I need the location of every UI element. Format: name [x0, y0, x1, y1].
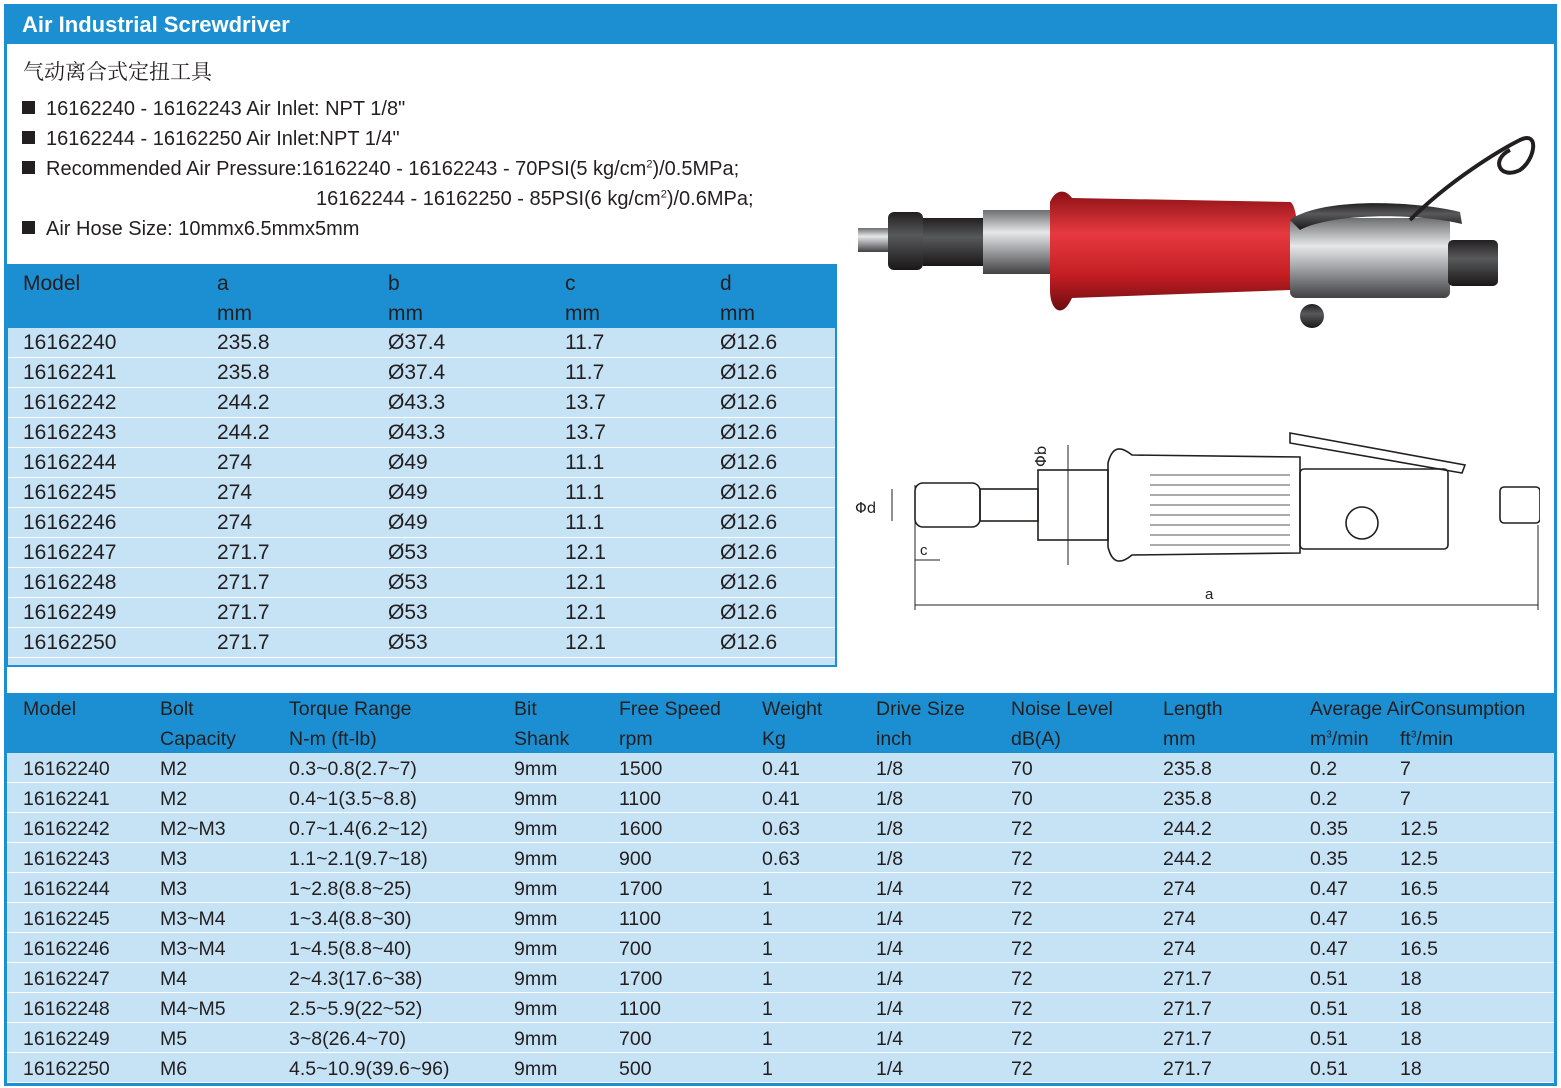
spec-air-inlet-2: 16162244 - 16162250 Air Inlet:NPT 1/4"	[22, 128, 400, 151]
table-cell: 271.7	[1163, 998, 1212, 1020]
table-cell: 0.47	[1310, 908, 1348, 930]
table-cell: 244.2	[217, 421, 270, 444]
table-cell: 72	[1011, 818, 1033, 840]
spec-header-torque-2: N-m (ft-lb)	[289, 728, 377, 750]
table-row	[7, 783, 1554, 813]
table-cell: 235.8	[217, 361, 270, 384]
bullet-icon	[22, 221, 35, 234]
table-row	[7, 993, 1554, 1023]
table-cell: 9mm	[514, 1028, 558, 1050]
table-cell: 1/8	[876, 848, 904, 870]
table-cell: 16162247	[23, 968, 110, 990]
table-cell: 271.7	[1163, 1028, 1212, 1050]
spec-header-length-2: mm	[1163, 728, 1196, 750]
table-cell: 11.1	[565, 511, 605, 534]
table-cell: M4~M5	[160, 998, 226, 1020]
table-cell: 16162244	[23, 451, 117, 474]
table-cell: 271.7	[217, 571, 270, 594]
table-cell: 9mm	[514, 998, 558, 1020]
table-cell: 1/4	[876, 1028, 904, 1050]
table-cell: 9mm	[514, 908, 558, 930]
table-cell: M5	[160, 1028, 188, 1050]
bullet-icon	[22, 101, 35, 114]
front-housing	[983, 210, 1053, 274]
table-cell: 0.2	[1310, 788, 1338, 810]
table-cell: Ø49	[388, 511, 428, 534]
diagram-label-a: a	[1205, 586, 1214, 603]
spec-header-drive: Drive Size	[876, 698, 965, 720]
table-row	[8, 448, 835, 478]
table-cell: 11.7	[565, 331, 605, 354]
table-cell: 274	[217, 481, 253, 504]
table-cell: Ø53	[388, 631, 428, 654]
table-cell: 11.1	[565, 451, 605, 474]
spec-header-consumption-m3: $m^3/\min$	[1310, 728, 1369, 750]
table-cell: 1/4	[876, 968, 904, 990]
dimension-diagram	[850, 425, 1540, 615]
table-cell: 700	[619, 938, 652, 960]
diagram-front-housing	[1038, 470, 1108, 540]
clutch-housing	[923, 218, 983, 266]
table-cell: 72	[1011, 938, 1033, 960]
diagram-label-d: Φd	[855, 499, 877, 517]
table-cell: Ø12.6	[720, 481, 778, 504]
table-cell: 12.1	[565, 601, 606, 624]
table-cell: 3~8(26.4~70)	[289, 1028, 407, 1050]
table-cell: 11.1	[565, 481, 605, 504]
table-cell: 72	[1011, 998, 1033, 1020]
spec-header-speed: Free Speed	[619, 698, 721, 720]
table-cell: 13.7	[565, 391, 606, 414]
table-cell: 0.63	[762, 818, 800, 840]
table-cell: 16162241	[23, 361, 117, 384]
table-cell: 16162248	[23, 998, 110, 1020]
table-cell: 16162241	[23, 788, 110, 810]
table-cell: 1/8	[876, 788, 904, 810]
table-cell: 0.51	[1310, 998, 1348, 1020]
table-cell: 0.47	[1310, 878, 1348, 900]
table-row	[8, 478, 835, 508]
spec-header-torque: Torque Range	[289, 698, 412, 720]
table-cell: 72	[1011, 1028, 1033, 1050]
spec-header-drive-2: inch	[876, 728, 912, 750]
table-cell: 70	[1011, 758, 1033, 780]
rear-housing	[1290, 218, 1450, 298]
dimension-table-header	[4, 264, 837, 328]
table-cell: 12.5	[1400, 818, 1438, 840]
table-cell: 11.7	[565, 361, 605, 384]
table-cell: 16162249	[23, 601, 117, 624]
table-cell: 16162245	[23, 481, 117, 504]
spec-header-consumption-ft3: $ft^3/\min$	[1400, 728, 1454, 750]
table-cell: 0.7~1.4(6.2~12)	[289, 818, 428, 840]
table-cell: Ø53	[388, 541, 428, 564]
red-grip	[1050, 192, 1298, 311]
table-cell: 0.4~1(3.5~8.8)	[289, 788, 417, 810]
dimension-table-body	[8, 328, 835, 665]
spec-air-pressure: Recommended Air Pressure:16162240 - 16162243 - 70PSI(5 $kg/cm^2)/0.5MPa$;	[22, 158, 739, 181]
table-cell: 16162240	[23, 758, 110, 780]
table-cell: 16162243	[23, 848, 110, 870]
spec-header-bolt: Bolt	[160, 698, 194, 720]
table-cell: Ø12.6	[720, 631, 778, 654]
spec-air-pressure-cont: 16162244 - 16162250 - 85PSI(6 $kg/cm^2)/0.6MPa$;	[316, 188, 754, 210]
table-cell: 9mm	[514, 938, 558, 960]
bullet-icon	[22, 131, 35, 144]
table-cell: M6	[160, 1058, 188, 1080]
table-cell: 0.41	[762, 788, 800, 810]
table-row	[7, 933, 1554, 963]
table-cell: 244.2	[1163, 848, 1212, 870]
table-row	[8, 598, 835, 628]
table-cell: 16162247	[23, 541, 117, 564]
table-cell: 1/4	[876, 938, 904, 960]
table-cell: M3	[160, 878, 188, 900]
table-cell: 1	[762, 938, 773, 960]
table-cell: 9mm	[514, 968, 558, 990]
table-cell: 9mm	[514, 848, 558, 870]
table-cell: 72	[1011, 878, 1033, 900]
table-cell: 7	[1400, 758, 1411, 780]
table-cell: 16162244	[23, 878, 110, 900]
table-cell: Ø53	[388, 601, 428, 624]
spec-hose-size: Air Hose Size: 10mmx6.5mmx5mm	[22, 218, 359, 241]
table-row	[8, 508, 835, 538]
table-cell: Ø12.6	[720, 511, 778, 534]
diagram-label-c: c	[920, 542, 928, 559]
table-cell: 274	[1163, 878, 1196, 900]
spec-header-consumption: Average AirConsumption	[1310, 698, 1526, 720]
spec-header-model: Model	[23, 698, 77, 720]
table-cell: 72	[1011, 848, 1033, 870]
table-cell: 16162246	[23, 938, 110, 960]
table-cell: 16162245	[23, 908, 110, 930]
table-cell: 2.5~5.9(22~52)	[289, 998, 423, 1020]
table-cell: 12.5	[1400, 848, 1438, 870]
table-row	[8, 628, 835, 658]
bullet-icon	[22, 161, 35, 174]
table-cell: Ø12.6	[720, 421, 778, 444]
spec-header-bit-2: Shank	[514, 728, 570, 750]
spec-header-noise: Noise Level	[1011, 698, 1113, 720]
spec-table-header	[4, 693, 1557, 753]
table-cell: 0.3~0.8(2.7~7)	[289, 758, 417, 780]
table-cell: 271.7	[217, 601, 270, 624]
table-row	[7, 1053, 1554, 1083]
page-title: Air Industrial Screwdriver	[4, 4, 1557, 44]
table-cell: 72	[1011, 968, 1033, 990]
table-cell: M3	[160, 848, 188, 870]
table-cell: 1700	[619, 968, 663, 990]
table-cell: 12.1	[565, 571, 606, 594]
table-cell: 0.51	[1310, 968, 1348, 990]
table-cell: 70	[1011, 788, 1033, 810]
table-cell: 1/4	[876, 878, 904, 900]
table-cell: 16162250	[23, 631, 117, 654]
table-cell: Ø49	[388, 451, 428, 474]
diagram-label-b: Φb	[1032, 445, 1050, 467]
table-cell: Ø37.4	[388, 361, 446, 384]
table-cell: 1/8	[876, 818, 904, 840]
table-cell: Ø12.6	[720, 601, 778, 624]
table-cell: 12.1	[565, 541, 606, 564]
table-cell: 1/4	[876, 998, 904, 1020]
table-cell: 16162240	[23, 331, 117, 354]
table-cell: 9mm	[514, 788, 558, 810]
chinese-subtitle: 气动离合式定扭工具	[23, 60, 212, 84]
table-cell: 244.2	[217, 391, 270, 414]
table-cell: 274	[1163, 938, 1196, 960]
table-cell: 1~4.5(8.8~40)	[289, 938, 412, 960]
table-row	[8, 418, 835, 448]
table-cell: Ø37.4	[388, 331, 446, 354]
table-cell: 274	[217, 451, 253, 474]
table-cell: Ø12.6	[720, 571, 778, 594]
spec-air-inlet-1: 16162240 - 16162243 Air Inlet: NPT 1/8"	[22, 98, 405, 121]
table-cell: 235.8	[1163, 758, 1212, 780]
diagram-lever	[1290, 433, 1465, 473]
spec-header-length: Length	[1163, 698, 1223, 720]
table-cell: 16.5	[1400, 938, 1438, 960]
table-row	[8, 568, 835, 598]
table-cell: M3~M4	[160, 938, 226, 960]
table-cell: 500	[619, 1058, 652, 1080]
table-cell: 16162242	[23, 818, 110, 840]
table-row	[7, 813, 1554, 843]
table-cell: 1~3.4(8.8~30)	[289, 908, 412, 930]
table-cell: 271.7	[1163, 968, 1212, 990]
dimension-table	[4, 264, 837, 667]
table-cell: 1100	[619, 998, 661, 1020]
table-cell: M2	[160, 788, 188, 810]
table-cell: M2~M3	[160, 818, 226, 840]
bit-holder	[858, 228, 888, 252]
table-cell: M3~M4	[160, 908, 226, 930]
table-cell: 271.7	[217, 541, 270, 564]
table-cell: 235.8	[217, 331, 270, 354]
table-cell: 1	[762, 908, 773, 930]
dim-header-a: a	[217, 272, 229, 295]
table-cell: 9mm	[514, 878, 558, 900]
table-cell: 16.5	[1400, 908, 1438, 930]
table-cell: 0.63	[762, 848, 800, 870]
table-row	[8, 328, 835, 358]
table-cell: 0.35	[1310, 818, 1348, 840]
dim-header-b-unit: mm	[388, 302, 423, 325]
table-cell: M4	[160, 968, 188, 990]
table-row	[7, 873, 1554, 903]
diagram-rear-housing	[1300, 469, 1448, 549]
table-cell: 235.8	[1163, 788, 1212, 810]
table-cell: 18	[1400, 998, 1422, 1020]
air-inlet	[1448, 240, 1498, 286]
dim-header-a-unit: mm	[217, 302, 252, 325]
dim-header-b: b	[388, 272, 400, 295]
table-cell: Ø12.6	[720, 541, 778, 564]
table-cell: Ø12.6	[720, 391, 778, 414]
spec-table-body	[7, 753, 1554, 1083]
diagram-nose	[915, 483, 980, 527]
table-cell: M2	[160, 758, 188, 780]
table-cell: Ø49	[388, 481, 428, 504]
table-cell: 1	[762, 878, 773, 900]
table-row	[7, 903, 1554, 933]
spec-header-noise-2: dB(A)	[1011, 728, 1061, 750]
table-cell: 2~4.3(17.6~38)	[289, 968, 423, 990]
table-row	[8, 538, 835, 568]
table-cell: 1500	[619, 758, 663, 780]
clutch-nose	[888, 212, 923, 270]
table-cell: 1~2.8(8.8~25)	[289, 878, 412, 900]
table-cell: 72	[1011, 1058, 1033, 1080]
table-cell: Ø12.6	[720, 361, 778, 384]
table-cell: 1.1~2.1(9.7~18)	[289, 848, 428, 870]
table-cell: Ø12.6	[720, 451, 778, 474]
dim-header-d: d	[720, 272, 732, 295]
table-cell: 18	[1400, 1028, 1422, 1050]
table-cell: 4.5~10.9(39.6~96)	[289, 1058, 450, 1080]
diagram-clutch	[980, 489, 1038, 521]
spec-header-bit: Bit	[514, 698, 537, 720]
table-cell: 1/4	[876, 908, 904, 930]
table-cell: 1/8	[876, 758, 904, 780]
table-cell: 0.51	[1310, 1028, 1348, 1050]
diagram-air-inlet	[1500, 487, 1540, 523]
table-cell: 1100	[619, 788, 661, 810]
table-row	[7, 753, 1554, 783]
table-cell: 16162246	[23, 511, 117, 534]
table-cell: 72	[1011, 908, 1033, 930]
table-cell: 16162250	[23, 1058, 110, 1080]
table-cell: 7	[1400, 788, 1411, 810]
dim-header-c-unit: mm	[565, 302, 600, 325]
table-cell: 9mm	[514, 1058, 558, 1080]
table-cell: 274	[1163, 908, 1196, 930]
diagram-reverse-button	[1346, 507, 1378, 539]
table-cell: 12.1	[565, 631, 606, 654]
dim-header-d-unit: mm	[720, 302, 755, 325]
table-row	[8, 388, 835, 418]
reverse-button	[1300, 304, 1324, 328]
table-cell: 13.7	[565, 421, 606, 444]
table-cell: 1600	[619, 818, 663, 840]
table-cell: 16.5	[1400, 878, 1438, 900]
table-cell: 0.51	[1310, 1058, 1348, 1080]
table-row	[7, 963, 1554, 993]
table-cell: 271.7	[217, 631, 270, 654]
spec-header-weight-2: Kg	[762, 728, 786, 750]
table-cell: 271.7	[1163, 1058, 1212, 1080]
table-cell: Ø43.3	[388, 421, 446, 444]
table-row	[7, 843, 1554, 873]
table-cell: Ø43.3	[388, 391, 446, 414]
table-cell: 16162248	[23, 571, 117, 594]
table-cell: 16162242	[23, 391, 117, 414]
table-cell: 0.35	[1310, 848, 1348, 870]
dim-header-model: Model	[23, 272, 81, 295]
table-cell: 0.2	[1310, 758, 1338, 780]
table-row	[8, 358, 835, 388]
screwdriver-photo	[850, 120, 1540, 350]
table-cell: 16162249	[23, 1028, 110, 1050]
table-cell: 1	[762, 1028, 773, 1050]
table-cell: 9mm	[514, 818, 558, 840]
table-cell: 1100	[619, 908, 661, 930]
table-cell: 16162243	[23, 421, 117, 444]
dim-header-c: c	[565, 272, 576, 295]
spec-header-bolt-2: Capacity	[160, 728, 236, 750]
table-cell: 1	[762, 998, 773, 1020]
table-cell: 274	[217, 511, 253, 534]
table-cell: 0.41	[762, 758, 800, 780]
table-cell: 244.2	[1163, 818, 1212, 840]
spec-header-weight: Weight	[762, 698, 823, 720]
table-cell: 900	[619, 848, 652, 870]
table-cell: Ø53	[388, 571, 428, 594]
table-cell: 9mm	[514, 758, 558, 780]
table-cell: 18	[1400, 968, 1422, 990]
table-cell: 18	[1400, 1058, 1422, 1080]
table-row	[7, 1023, 1554, 1053]
spec-header-speed-2: rpm	[619, 728, 653, 750]
table-cell: 0.47	[1310, 938, 1348, 960]
table-cell: Ø12.6	[720, 331, 778, 354]
table-cell: 1	[762, 1058, 773, 1080]
table-cell: 1/4	[876, 1058, 904, 1080]
table-cell: 1	[762, 968, 773, 990]
table-cell: 1700	[619, 878, 663, 900]
table-cell: 700	[619, 1028, 652, 1050]
